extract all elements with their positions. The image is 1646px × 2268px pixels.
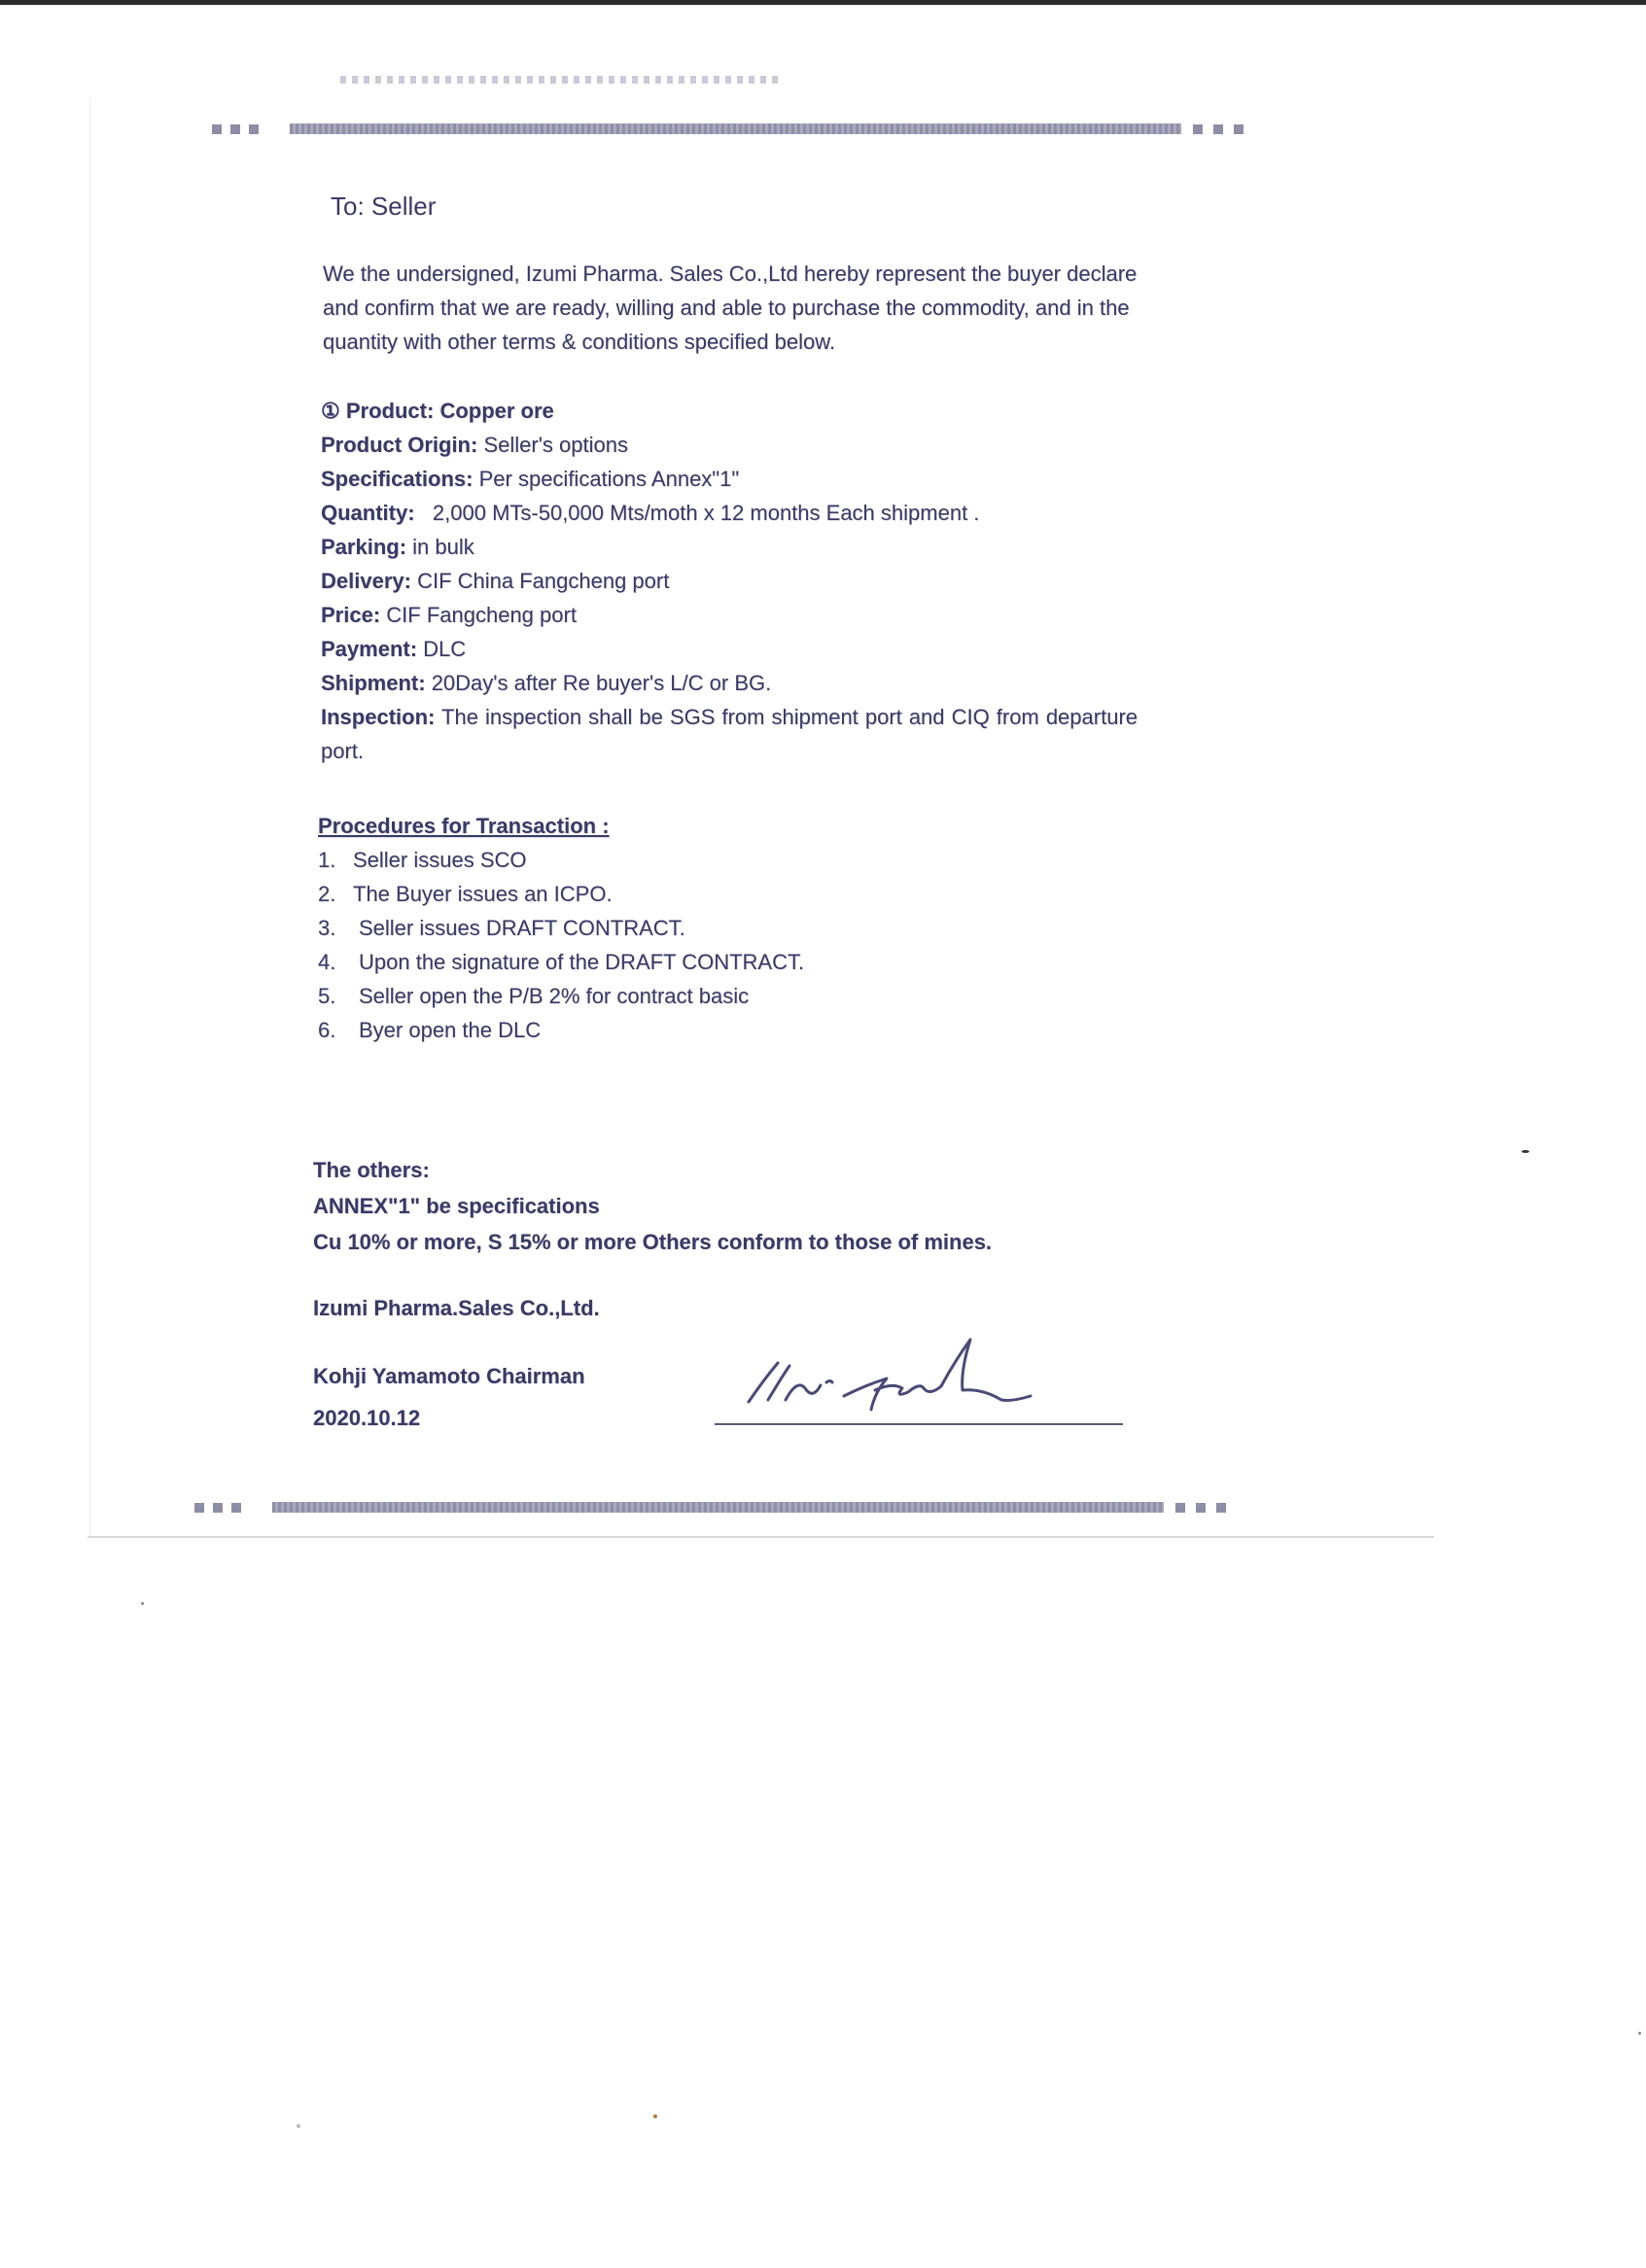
- field-inspection: [321, 700, 1138, 768]
- list-number: 6.: [318, 1018, 336, 1042]
- list-text: Upon the signature of the DRAFT CONTRACT.: [359, 950, 805, 974]
- field-label: Price:: [321, 603, 381, 627]
- scan-speck: [1638, 2032, 1641, 2035]
- signature-line: [715, 1423, 1123, 1425]
- field-quantity: [321, 496, 1176, 530]
- others-heading: The others:: [313, 1158, 430, 1182]
- field-label: Delivery:: [321, 569, 411, 593]
- list-text: The Buyer issues an ICPO.: [353, 882, 613, 906]
- signature-graphic: [729, 1332, 1079, 1429]
- product-line: [321, 394, 1176, 428]
- document-date: 2020.10.12: [313, 1406, 421, 1430]
- procedures-heading: Procedures for Transaction :: [318, 814, 610, 838]
- field-value: in bulk: [412, 535, 474, 559]
- list-item: [318, 877, 1173, 911]
- field-shipment: [321, 666, 1176, 700]
- scan-speck: [297, 2124, 300, 2128]
- list-text: Seller issues DRAFT CONTRACT.: [359, 916, 685, 940]
- scan-bottom-edge: [88, 1536, 1434, 1538]
- field-value: DLC: [423, 637, 467, 661]
- intro-paragraph: We the undersigned, Izumi Pharma. Sales Co.,Ltd hereby represent the buyer declare and confirm that we are ready, willing and able to purchase the commodity, and in the quantity with other terms & conditions specified below.: [323, 262, 1138, 354]
- list-number: 1.: [318, 848, 336, 872]
- field-label: Inspection:: [321, 705, 436, 729]
- field-delivery: [321, 564, 1176, 598]
- recipient-line: To: Seller: [331, 192, 437, 221]
- field-value: 20Day's after Re buyer's L/C or BG.: [431, 671, 772, 695]
- header-smudge: [340, 76, 778, 84]
- field-value: Per specifications Annex"1": [478, 467, 740, 491]
- signatory-name: Kohji Yamamoto Chairman: [313, 1364, 585, 1388]
- list-item: [318, 945, 1173, 979]
- product-value: Copper ore: [439, 399, 554, 423]
- bottom-rule: [192, 1500, 1237, 1514]
- top-rule: [209, 122, 1254, 135]
- field-label: Parking:: [321, 535, 407, 559]
- list-item: [318, 843, 1173, 877]
- procedures-block: [318, 809, 1173, 1047]
- list-item: [318, 911, 1173, 945]
- annex-line: ANNEX"1" be specifications: [313, 1194, 600, 1218]
- composition-line: Cu 10% or more, S 15% or more Others conform to those of mines.: [313, 1230, 993, 1254]
- others-block: [313, 1152, 1169, 1260]
- list-number: 3.: [318, 916, 336, 940]
- list-text: Byer open the DLC: [359, 1018, 542, 1042]
- field-label: Product Origin:: [321, 433, 478, 457]
- list-item: [318, 1013, 1173, 1047]
- list-number: 5.: [318, 984, 336, 1008]
- terms-block: [321, 394, 1176, 768]
- field-label: Quantity:: [321, 501, 415, 525]
- field-value: Seller's options: [483, 433, 628, 457]
- field-price: [321, 598, 1176, 632]
- list-text: Seller issues SCO: [353, 848, 527, 872]
- field-value: The inspection shall be SGS from shipment port and CIQ from departure port.: [321, 705, 1138, 763]
- field-origin: [321, 428, 1176, 462]
- scan-left-edge: [89, 97, 90, 1536]
- list-number: 4.: [318, 950, 336, 974]
- field-value: CIF China Fangcheng port: [417, 569, 670, 593]
- company-name: Izumi Pharma.Sales Co.,Ltd.: [313, 1296, 600, 1320]
- field-value: 2,000 MTs-50,000 Mts/moth x 12 months Each shipment .: [432, 501, 980, 525]
- product-marker: ①: [321, 399, 340, 423]
- scan-top-edge: [0, 0, 1646, 5]
- field-parking: [321, 530, 1176, 564]
- field-label: Payment:: [321, 637, 418, 661]
- field-value: CIF Fangcheng port: [386, 603, 577, 627]
- field-specifications: [321, 462, 1176, 496]
- product-label: Product:: [345, 399, 435, 423]
- scan-speck: [141, 1602, 144, 1605]
- list-item: [318, 979, 1173, 1013]
- list-text: Seller open the P/B 2% for contract basic: [359, 984, 750, 1008]
- field-label: Specifications:: [321, 467, 473, 491]
- list-number: 2.: [318, 882, 336, 906]
- scan-speck: [653, 2114, 657, 2118]
- field-payment: [321, 632, 1176, 666]
- scan-speck: [1522, 1150, 1529, 1153]
- field-label: Shipment:: [321, 671, 426, 695]
